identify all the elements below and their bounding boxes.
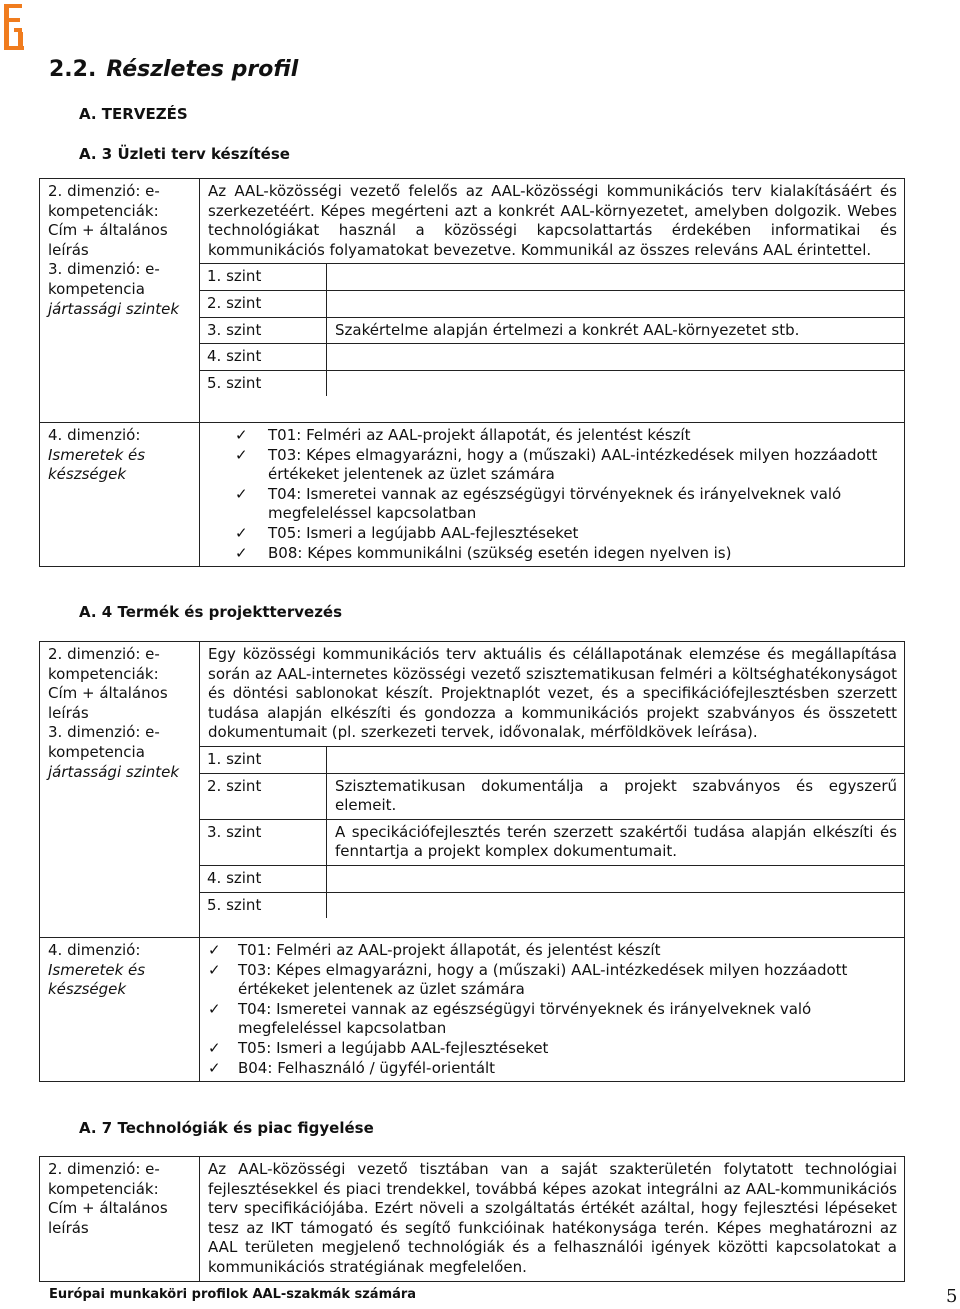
description-text: Egy közösségi kommunikációs terv aktuális és célállapotának elemzése és megállapítása során az AAL-internetes közösségi vezető szisztematikusan felméri a költséghatékonyságot és döntési sablonokat készít. Projektnaplót vezet, és a specifikációfejlesztésben szerzett tudása alapján elkészíti és gondozza a kommunikációs projekt szabványos és összetett dokumentumait (pl. szerkezeti tervek, idővonalak, mérföldkövek leírása). — [208, 645, 897, 742]
dimension-labels — [40, 179, 200, 423]
list-item: ✓ T03: Képes elmagyarázni, hogy a (műszaki) AAL-intézkedések milyen hozzáadott értékeket jelentenek az üzlet számára — [208, 960, 848, 999]
level-row: 1. szint — [200, 747, 904, 774]
check-icon: ✓ — [208, 960, 221, 979]
knowledge-cell — [200, 938, 905, 1082]
level-row: 3. szint Szakértelme alapján értelmezi a konkrét AAL-környezetet stb. — [200, 318, 904, 345]
dim4-sub: Ismeretek és készségek — [48, 960, 146, 999]
knowledge-cell — [200, 423, 905, 567]
list-item: ✓ T04: Ismeretei vannak az egészségügyi törvényeknek és irányelveknek való megfeleléssel kapcsolatban — [235, 484, 842, 523]
list-item: ✓ T03: Képes elmagyarázni, hogy a (műszaki) AAL-intézkedések milyen hozzáadott értékeket jelentenek az üzlet számára — [235, 445, 878, 484]
competence-table-a4 — [39, 641, 905, 1082]
level-row: 2. szint — [200, 291, 904, 318]
competence-table-a7 — [39, 1156, 905, 1282]
check-icon: ✓ — [208, 999, 221, 1018]
footer-text: Európai munkaköri profilok AAL-szakmák számára — [49, 1287, 417, 1302]
dim2-label: 2. dimenzió: e-kompetenciák: — [48, 645, 160, 683]
dim2-sub: Cím + általános leírás — [48, 221, 168, 259]
level-row: 2. szint Szisztematikusan dokumentálja a projekt szabványos és egyszerű elemeit. — [200, 774, 904, 820]
check-icon: ✓ — [235, 543, 248, 562]
list-item: ✓ T04: Ismeretei vannak az egészségügyi törvényeknek és irányelveknek való megfeleléssel kapcsolatban — [208, 999, 812, 1038]
dim2-label: 2. dimenzió: e-kompetenciák: — [48, 182, 160, 220]
dim3-sub: jártassági szintek — [48, 299, 180, 318]
list-item: ✓ B04: Felhasználó / ügyfél-orientált — [208, 1058, 496, 1077]
dim2-sub: Cím + általános leírás — [48, 1199, 168, 1237]
page-title: 2.2. Részletes profil — [49, 57, 299, 82]
list-item: ✓ T01: Felméri az AAL-projekt állapotát, és jelentést készít — [208, 941, 661, 959]
check-icon: ✓ — [208, 1038, 221, 1057]
section-heading: A. TERVEZÉS — [79, 105, 188, 123]
level-row: 4. szint — [200, 866, 904, 893]
competence-table-a3 — [39, 178, 905, 567]
knowledge-list — [208, 426, 897, 563]
dim3-label: 3. dimenzió: e-kompetencia — [48, 723, 160, 761]
dim4-label: 4. dimenzió: — [48, 941, 141, 959]
page-number: 5 — [946, 1286, 958, 1307]
dimension-labels — [40, 1157, 200, 1282]
level-row: 5. szint — [200, 371, 904, 397]
dim4-cell — [40, 423, 200, 567]
dim3-sub: jártassági szintek — [48, 762, 180, 781]
level-row: 1. szint — [200, 264, 904, 291]
knowledge-list — [208, 941, 897, 1078]
check-icon: ✓ — [235, 445, 248, 464]
section-title-a3: A. 3 Üzleti terv készítése — [79, 145, 290, 163]
dimension-labels — [40, 642, 200, 938]
check-icon: ✓ — [208, 941, 221, 959]
check-icon: ✓ — [235, 523, 248, 542]
check-icon: ✓ — [235, 426, 248, 444]
description-cell — [200, 179, 905, 423]
level-row: 4. szint — [200, 344, 904, 371]
section-title-a4: A. 4 Termék és projekttervezés — [79, 603, 343, 621]
description-text: Az AAL-közösségi vezető felelős az AAL-közösségi kommunikációs terv kialakításáért és szerkezetéért. Képes megérteni azt a konkrét AAL-környezetet, amelyben dolgozik. Webes technológiákat használ a közösségi kapcsolattartás érdekében informatikai és kommunikációs folyamatokat bevezetve. Kommunikál az összes releváns AAL érintettel. — [208, 182, 897, 259]
dim4-cell — [40, 938, 200, 1082]
list-item: ✓ T01: Felméri az AAL-projekt állapotát, és jelentést készít — [235, 426, 691, 444]
dim2-sub: Cím + általános leírás — [48, 684, 168, 722]
logo-icon — [0, 0, 26, 54]
level-row: 3. szint A specikációfejlesztés terén szerzett szakértői tudása alapján elkészíti és fenntartja a projekt komplex dokumentumait. — [200, 820, 904, 866]
check-icon: ✓ — [208, 1058, 221, 1077]
dim3-label: 3. dimenzió: e-kompetencia — [48, 260, 160, 298]
dim2-label: 2. dimenzió: e-kompetenciák: — [48, 1160, 160, 1198]
level-row: 5. szint — [200, 893, 904, 919]
list-item: ✓ B08: Képes kommunikálni (szükség esetén idegen nyelven is) — [235, 543, 732, 562]
dim4-label: 4. dimenzió: — [48, 426, 141, 444]
check-icon: ✓ — [235, 484, 248, 503]
description-cell — [200, 1157, 905, 1282]
section-title-a7: A. 7 Technológiák és piac figyelése — [79, 1119, 374, 1137]
dim4-sub: Ismeretek és készségek — [48, 445, 146, 484]
list-item: ✓ T05: Ismeri a legújabb AAL-fejlesztéseket — [235, 523, 579, 542]
list-item: ✓ T05: Ismeri a legújabb AAL-fejlesztéseket — [208, 1038, 549, 1057]
description-cell — [200, 642, 905, 938]
description-text: Az AAL-közösségi vezető tisztában van a saját szakterületén folytatott technológiai fejlesztésekkel és piaci trendekkel, továbbá képes azokat integrálni az AAL-kommunikációs terv specifikációjába. Ezért növeli a szolgáltatás értékét azáltal, hogy fejlesztési lépéseket tesz az IKT támogató és segítő funkcióinak hatékonysága terén. Képes meghatározni az AAL területen megjelenő technológiák és a felhasználói igények közötti kapcsolatokat a kommunikációs stratégiának megfelelően. — [208, 1160, 897, 1276]
